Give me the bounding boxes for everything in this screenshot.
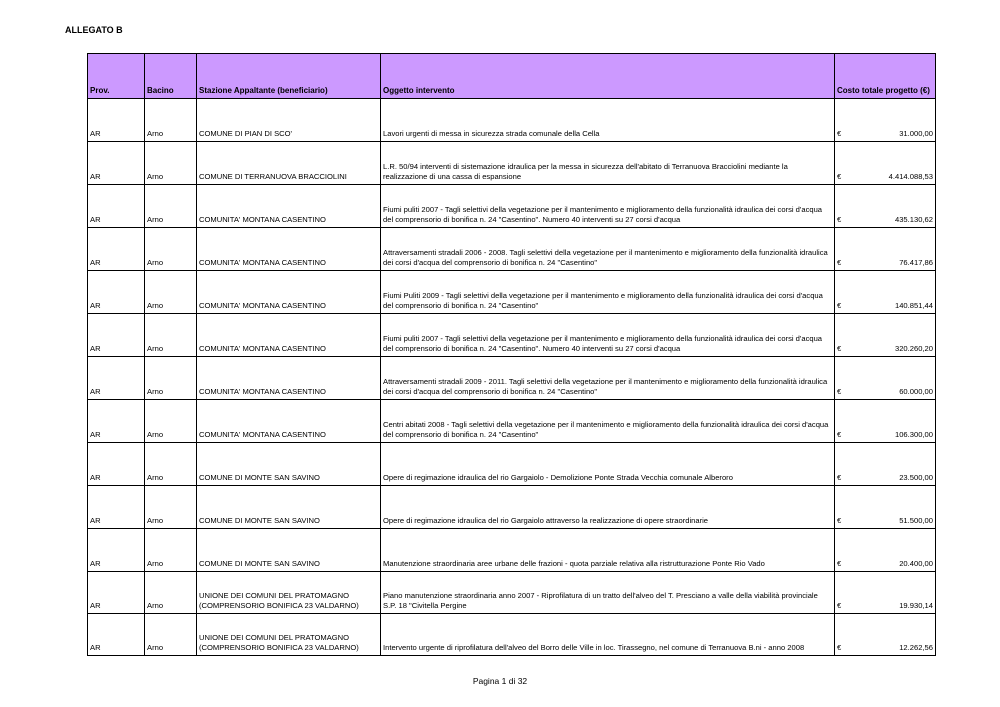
currency-symbol: €: [837, 301, 842, 311]
cell-costo: [835, 357, 936, 400]
cell-costo: [835, 228, 936, 271]
currency-symbol: €: [837, 601, 842, 611]
cell-costo: [835, 185, 936, 228]
cost-value: 31.000,00: [899, 129, 933, 139]
cell-stazione: COMUNE DI PIAN DI SCO': [197, 99, 381, 142]
table-row: [88, 314, 936, 357]
currency-symbol: €: [837, 344, 842, 354]
currency-symbol: €: [837, 387, 842, 397]
table-row: [88, 357, 936, 400]
cell-stazione: COMUNITA' MONTANA CASENTINO: [197, 400, 381, 443]
cell-bacino: Arno: [145, 400, 197, 443]
currency-symbol: €: [837, 172, 842, 182]
document-title: ALLEGATO B: [65, 25, 123, 35]
table-row: [88, 142, 936, 185]
cell-prov: AR: [88, 357, 145, 400]
cost-value: 435.130,62: [894, 215, 933, 225]
cost-value: 20.400,00: [899, 559, 933, 569]
cell-oggetto: Piano manutenzione straordinaria anno 2007 - Riprofilatura di un tratto dell'alveo del T. Presciano a valle della viabilità provinciale S.P. 18 "Civitella Pergine: [381, 572, 835, 614]
cell-stazione: COMUNITA' MONTANA CASENTINO: [197, 228, 381, 271]
page-number: Pagina 1 di 32: [472, 676, 528, 686]
cell-bacino: Arno: [145, 185, 197, 228]
table-row: [88, 99, 936, 142]
cost-value: 60.000,00: [899, 387, 933, 397]
cell-costo: [835, 142, 936, 185]
cell-costo: [835, 99, 936, 142]
cell-costo: [835, 486, 936, 529]
table-row: [88, 486, 936, 529]
currency-symbol: €: [837, 258, 842, 268]
table-header-row: [88, 54, 936, 99]
table-row: [88, 228, 936, 271]
header-stazione: Stazione Appaltante (beneficiario): [197, 54, 381, 99]
cell-oggetto: Intervento urgente di riprofilatura dell'alveo del Borro delle Ville in loc. Tirassegno, nel comune di Terranuova B.ni - anno 2008: [381, 614, 835, 656]
table-row: [88, 271, 936, 314]
cell-costo: [835, 400, 936, 443]
cell-prov: AR: [88, 443, 145, 486]
currency-symbol: €: [837, 215, 842, 225]
cell-prov: AR: [88, 314, 145, 357]
cell-stazione: COMUNE DI MONTE SAN SAVINO: [197, 529, 381, 572]
cell-oggetto: Attraversamenti stradali 2009 - 2011. Tagli selettivi della vegetazione per il mantenimento e miglioramento della funzionalità idraulica dei corsi d'acqua del comprensorio di bonifica n. 24 "Casentino": [381, 357, 835, 400]
table-row: [88, 443, 936, 486]
cell-bacino: Arno: [145, 486, 197, 529]
cell-prov: AR: [88, 614, 145, 656]
cell-costo: [835, 529, 936, 572]
cell-stazione: UNIONE DEI COMUNI DEL PRATOMAGNO (COMPRENSORIO BONIFICA 23 VALDARNO): [197, 572, 381, 614]
currency-symbol: €: [837, 559, 842, 569]
cell-costo: [835, 572, 936, 614]
cost-value: 19.930,14: [899, 601, 933, 611]
cell-bacino: Arno: [145, 314, 197, 357]
cell-prov: AR: [88, 99, 145, 142]
table-row: [88, 400, 936, 443]
header-costo: Costo totale progetto (€): [835, 54, 936, 99]
cost-value: 51.500,00: [899, 516, 933, 526]
cost-value: 76.417,86: [899, 258, 933, 268]
cell-oggetto: Opere di regimazione idraulica del rio Gargaiolo - Demolizione Ponte Strada Vecchia comunale Alberoro: [381, 443, 835, 486]
table-row: [88, 572, 936, 614]
cell-oggetto: L.R. 50/94 interventi di sistemazione idraulica per la messa in sicurezza dell'abitato di Terranuova Bracciolini mediante la realizzazione di una cassa di espansione: [381, 142, 835, 185]
cell-prov: AR: [88, 486, 145, 529]
table-row: [88, 185, 936, 228]
cell-bacino: Arno: [145, 443, 197, 486]
cell-bacino: Arno: [145, 572, 197, 614]
cell-bacino: Arno: [145, 99, 197, 142]
cell-stazione: COMUNITA' MONTANA CASENTINO: [197, 185, 381, 228]
cell-bacino: Arno: [145, 357, 197, 400]
cell-oggetto: Manutenzione straordinaria aree urbane delle frazioni - quota parziale relativa alla ristrutturazione Ponte Rio Vado: [381, 529, 835, 572]
cell-prov: AR: [88, 572, 145, 614]
header-prov: Prov.: [88, 54, 145, 99]
cell-stazione: UNIONE DEI COMUNI DEL PRATOMAGNO (COMPRENSORIO BONIFICA 23 VALDARNO): [197, 614, 381, 656]
cell-costo: [835, 271, 936, 314]
currency-symbol: €: [837, 643, 842, 653]
cell-prov: AR: [88, 271, 145, 314]
table-row: [88, 529, 936, 572]
cell-oggetto: Attraversamenti stradali 2006 - 2008. Tagli selettivi della vegetazione per il mantenimento e miglioramento della funzionalità idraulica dei corsi d'acqua del comprensorio di bonifica n. 24 "Casentino": [381, 228, 835, 271]
cell-costo: [835, 314, 936, 357]
cell-bacino: Arno: [145, 614, 197, 656]
cell-prov: AR: [88, 400, 145, 443]
cell-prov: AR: [88, 228, 145, 271]
cell-oggetto: Fiumi puliti 2007 - Tagli selettivi della vegetazione per il mantenimento e miglioramento della funzionalità idraulica dei corsi d'acqua del comprensorio di bonifica n. 24 "Casentino". Numero 40 interventi su 27 corsi d'acqua: [381, 185, 835, 228]
cell-oggetto: Fiumi Puliti 2009 - Tagli selettivi della vegetazione per il mantenimento e miglioramento della funzionalità idraulica dei corsi d'acqua del comprensorio di bonifica n. 24 "Casentino": [381, 271, 835, 314]
header-bacino: Bacino: [145, 54, 197, 99]
cost-value: 320.260,20: [894, 344, 933, 354]
cell-bacino: Arno: [145, 271, 197, 314]
cell-costo: [835, 614, 936, 656]
cost-value: 140.851,44: [894, 301, 933, 311]
cell-stazione: COMUNE DI TERRANUOVA BRACCIOLINI: [197, 142, 381, 185]
cell-stazione: COMUNE DI MONTE SAN SAVINO: [197, 443, 381, 486]
cell-stazione: COMUNITA' MONTANA CASENTINO: [197, 271, 381, 314]
cost-value: 106.300,00: [894, 430, 933, 440]
cell-stazione: COMUNITA' MONTANA CASENTINO: [197, 314, 381, 357]
cell-costo: [835, 443, 936, 486]
table-row: [88, 614, 936, 656]
cell-stazione: COMUNE DI MONTE SAN SAVINO: [197, 486, 381, 529]
cell-bacino: Arno: [145, 142, 197, 185]
currency-symbol: €: [837, 430, 842, 440]
currency-symbol: €: [837, 473, 842, 483]
cell-bacino: Arno: [145, 529, 197, 572]
cost-value: 4.414.088,53: [888, 172, 933, 182]
cell-oggetto: Centri abitati 2008 - Tagli selettivi della vegetazione per il mantenimento e miglioramento della funzionalità idraulica dei corsi d'acqua del comprensorio di bonifica n. 24 "Casentino": [381, 400, 835, 443]
cell-bacino: Arno: [145, 228, 197, 271]
currency-symbol: €: [837, 516, 842, 526]
cell-oggetto: Opere di regimazione idraulica del rio Gargaiolo attraverso la realizzazione di opere straordinarie: [381, 486, 835, 529]
cell-prov: AR: [88, 142, 145, 185]
cell-oggetto: Lavori urgenti di messa in sicurezza strada comunale della Cella: [381, 99, 835, 142]
cell-stazione: COMUNITA' MONTANA CASENTINO: [197, 357, 381, 400]
cost-value: 12.262,56: [899, 643, 933, 653]
cell-prov: AR: [88, 529, 145, 572]
cell-oggetto: Fiumi puliti 2007 - Tagli selettivi della vegetazione per il mantenimento e miglioramento della funzionalità idraulica dei corsi d'acqua del comprensorio di bonifica n. 24 "Casentino". Numero 40 interventi su 27 corsi d'acqua: [381, 314, 835, 357]
currency-symbol: €: [837, 129, 842, 139]
funding-table: [87, 53, 936, 656]
header-oggetto: Oggetto intervento: [381, 54, 835, 99]
cost-value: 23.500,00: [899, 473, 933, 483]
cell-prov: AR: [88, 185, 145, 228]
